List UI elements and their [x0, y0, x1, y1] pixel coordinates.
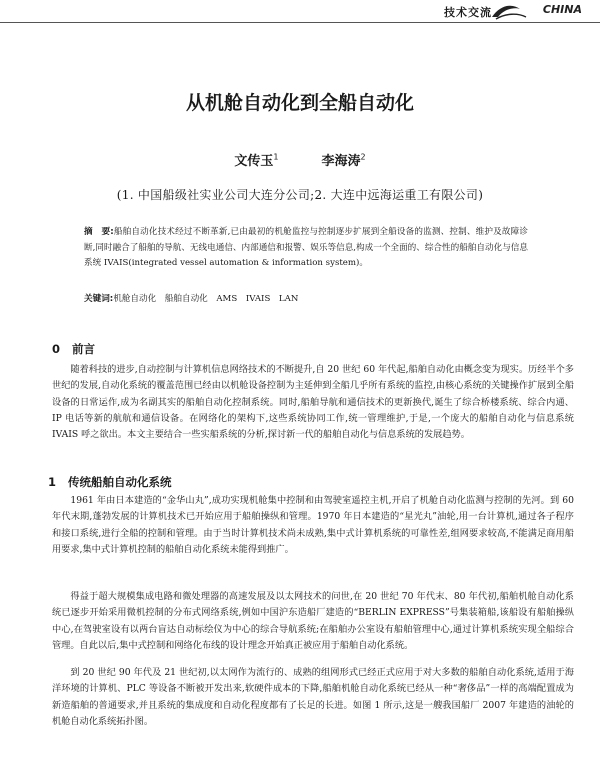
column-label: 技术交流	[444, 6, 492, 19]
author-mark: 1	[273, 152, 279, 162]
author-name: 文传玉	[234, 154, 274, 169]
section-title: 传统船舶自动化系统	[68, 475, 172, 489]
logo-text: CHINA	[542, 3, 582, 16]
section-heading	[52, 341, 95, 357]
section-title: 前言	[72, 342, 95, 356]
section-number: 1	[48, 475, 57, 489]
journal-logo-icon	[490, 1, 546, 21]
section-number: 0	[52, 342, 61, 356]
affiliation: (1. 中国船级社实业公司大连分公司;2. 大连中远海运重工有限公司)	[116, 188, 484, 202]
keywords-text: 机舱自动化 船舶自动化 AMS IVAIS LAN	[113, 294, 299, 304]
article-title: 从机舱自动化到全船自动化	[185, 92, 414, 114]
journal-header	[0, 0, 600, 23]
abstract-text: 船舶自动化技术经过不断革新,已由最初的机舱监控与控制逐步扩展到全船设备的监测、控制、维护及故障诊断,同时融合了船舶的导航、无线电通信、内部通信和报警、娱乐等信息,构成一个全面的、综合性的船舶自动化与信息系统 IVAIS(integrated vessel automation & information system)。	[84, 227, 529, 268]
keywords-label: 关键词:	[84, 294, 114, 304]
section-heading	[48, 474, 172, 490]
paragraph-intro: 随着科技的进步,自动控制与计算机信息网络技术的不断提升,自 20 世纪 60 年代起,船舶自动化由概念变为现实。历经半个多世纪的发展,自动化系统的覆盖范围已经由以机舱设备控制为主延伸到全船几乎所有系统的监控,由核心系统的关键操作扩展到全船设备的日常运作,成为名副其实的船舶自动化控制系统。同时,船舶导航和通信技术的更新换代,诞生了综合桥楼系统、综合内通、IP 电话等新的航航和通信设备。在网络化的架构下,这些系统协同工作,统一管理维护,于是,一个庞大的船舶自动化与信息系统 IVAIS 呼之欲出。本文主要结合一些实船系统的分析,探讨新一代的船舶自动化与信息系统的发展趋势。	[52, 364, 574, 441]
paragraph: 得益于超大规模集成电路和微处理器的高速发展及以太网技术的问世,在 20 世纪 70 年代末、80 年代初,船舶机舱自动化系统已逐步开始采用微机控制的分布式网络系统,例如中国沪东造船厂建造的“BERLIN EXPRESS”号集装箱船,该船设有船舶操纵中心,在驾驶室设有以两台盲达自动标绘仪为中心的综合导航系统;在船舶办公室设有船舶管理中心,通过计算机系统实现全船综合管理。自此以后,集中式控制和网络化布线的设计理念开始真正被应用于船舶自动化系统。	[52, 591, 574, 651]
author-mark: 2	[360, 152, 366, 162]
keywords	[84, 292, 528, 307]
paragraph: 到 20 世纪 90 年代及 21 世纪初,以太网作为流行的、成熟的组网形式已经正式应用于对大多数的船舶自动化系统,适用于海洋环境的计算机、PLC 等设备不断被开发出来,软硬件成本的下降,船舶机舱自动化系统已经从一种“奢侈品”一样的高端配置成为新造船舶的普通要求,并且系统的集成度和自动化程度都有了长足的长进。如图 1 所示,这是一艘我国船厂 2007 年建造的油轮的机舱自动化系统拓扑图。	[52, 667, 574, 727]
abstract	[84, 225, 528, 272]
paragraph: 1961 年由日本建造的“金华山丸”,成功实现机舱集中控制和由驾驶室遥控主机,开启了机舱自动化监测与控制的先河。到 60 年代末期,蓬勃发展的计算机技术已开始应用于船舶操纵和管理。1970 年日本建造的“星光丸”油轮,用一台计算机,通过各子程序和接口系统,进行全船的控制和管理。由于当时计算机技术尚未成熟,集中式计算机系统的可靠性差,组网要求较高,不能满足商用船用要求,集中式计算机控制的船舶自动化系统未能得到推广。	[52, 495, 574, 555]
abstract-label: 摘 要:	[84, 227, 114, 237]
author-name: 李海涛	[321, 154, 361, 169]
author-line	[0, 150, 600, 169]
